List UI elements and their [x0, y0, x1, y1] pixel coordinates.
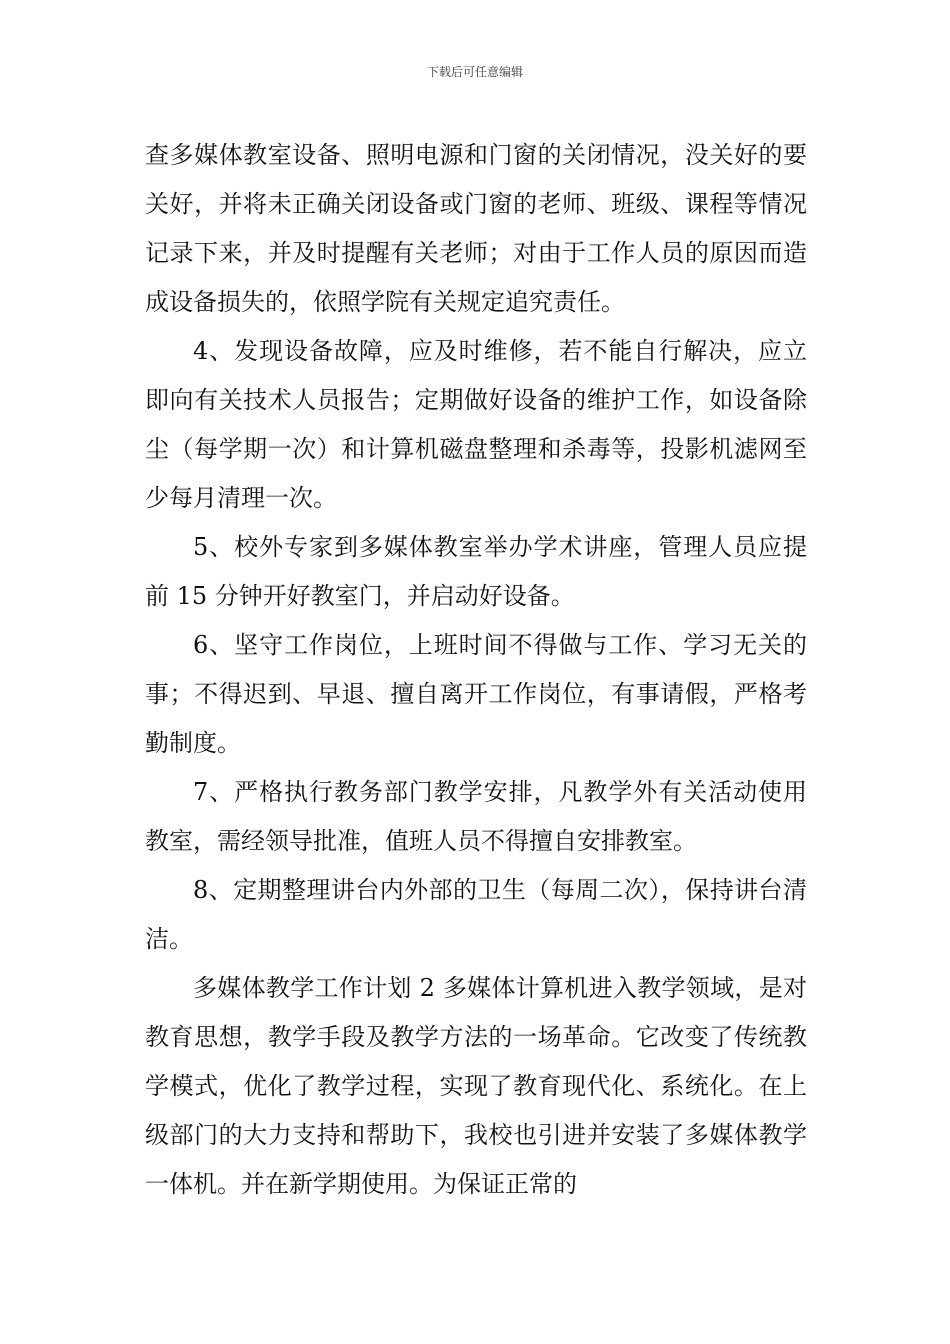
paragraph-plan-2: 多媒体教学工作计划 2 多媒体计算机进入教学领域，是对教育思想，教学手段及教学方法的一场革命。它改变了传统教学模式，优化了教学过程，实现了教育现代化、系统化。在上级部门的大力支持和帮助下，我校也引进并安装了多媒体教学一体机。并在新学期使用。为保证正常的	[145, 974, 807, 1198]
document-body	[145, 131, 807, 1209]
paragraph-item-8: 8、定期整理讲台内外部的卫生（每周二次），保持讲台清洁。	[145, 876, 807, 953]
paragraph-item-5: 5、校外专家到多媒体教室举办学术讲座，管理人员应提前 15 分钟开好教室门，并启动好设备。	[145, 533, 807, 610]
paragraph-item-6: 6、坚守工作岗位，上班时间不得做与工作、学习无关的事；不得迟到、早退、擅自离开工作岗位，有事请假，严格考勤制度。	[145, 631, 807, 757]
paragraph-continuation: 查多媒体教室设备、照明电源和门窗的关闭情况，没关好的要关好，并将未正确关闭设备或门窗的老师、班级、课程等情况记录下来，并及时提醒有关老师；对由于工作人员的原因而造成设备损失的，依照学院有关规定追究责任。	[145, 141, 807, 316]
paragraph-item-7: 7、严格执行教务部门教学安排，凡教学外有关活动使用教室，需经领导批准，值班人员不得擅自安排教室。	[145, 778, 807, 855]
paragraph-item-4: 4、发现设备故障，应及时维修，若不能自行解决，应立即向有关技术人员报告；定期做好设备的维护工作，如设备除尘（每学期一次）和计算机磁盘整理和杀毒等，投影机滤网至少每月清理一次。	[145, 337, 807, 512]
page-header-note: 下载后可任意编辑	[426, 65, 523, 79]
